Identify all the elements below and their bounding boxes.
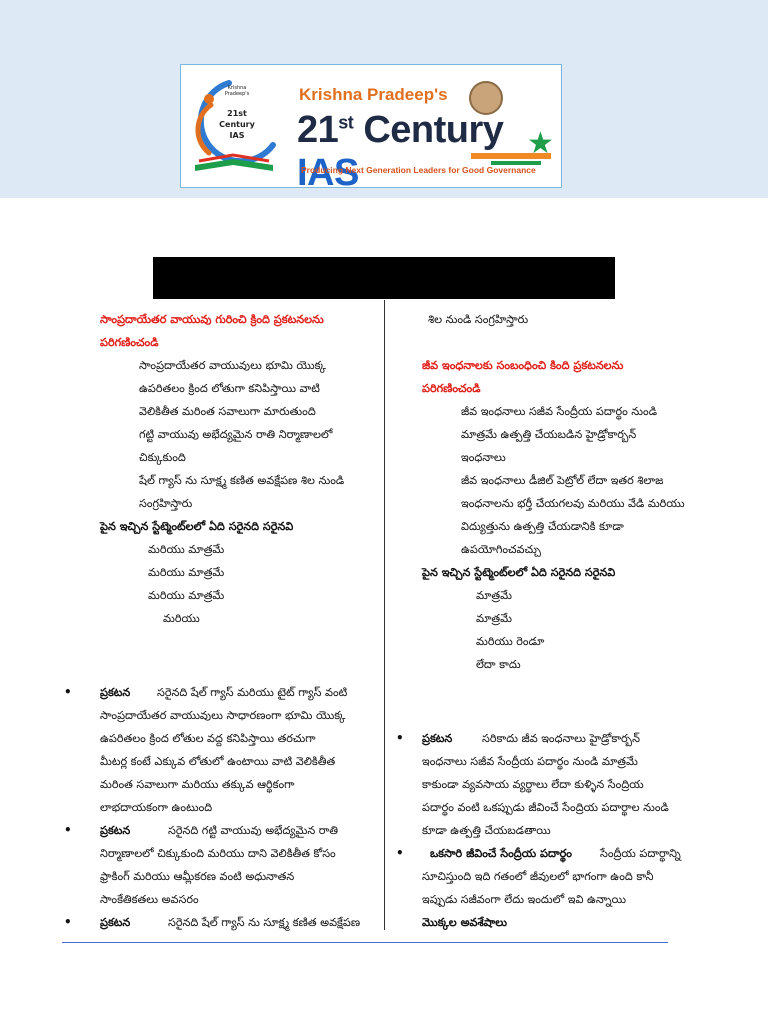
question-1-line2: పరిగణించండి: [100, 336, 159, 349]
bullet-icon: •: [396, 846, 404, 860]
explanation-3-line1: సరైనది షేల్ గ్యాస్ ను సూక్ష్మ కణిత అవక్షేపణ: [168, 916, 361, 929]
bullet-icon: •: [64, 915, 72, 929]
r-explanation-1-line2: ఇంధనాలు సజీవ సేంద్రీయ పదార్థం నుండి మాత్రమే: [422, 755, 638, 768]
r-statement-2-line2: ఇంధనాలను భర్తీ చేయగలవు మరియు వేడి మరియు: [461, 497, 685, 510]
r-statement-1-line1: జీవ ఇంధనాలు సజీవ సేంద్రీయ పదార్థం నుండి: [461, 405, 657, 418]
emblem-line3: 21st: [227, 109, 247, 118]
explanation-1-line6: లాభదాయకంగా ఉంటుంది: [100, 801, 213, 814]
explanation-1-label: ప్రకటన: [100, 686, 131, 699]
explanation-1-line5: మరింత సవాలుగా మరియు తక్కువ ఆర్థికంగా: [100, 778, 295, 791]
explanation-1-line1: సరైనది షేల్ గ్యాస్ మరియు టైట్ గ్యాస్ వంటి: [157, 686, 348, 699]
r-statement-2-line3: విద్యుత్తును ఉత్పత్తి చేయడానికి కూడా: [461, 520, 624, 533]
question-1-line1: సాంప్రదాయేతర వాయువు గురించి క్రింది ప్రకటనలను: [100, 313, 324, 326]
option-d: మరియు: [163, 612, 200, 625]
r-option-b: మాత్రమే: [476, 612, 512, 625]
statement-1-line2: ఉపరితలం క్రింద లోతుగా కనిపిస్తాయి వాటి: [139, 382, 320, 395]
r-explanation-1-line1: సరికాదు జీవ ఇంధనాలు హైడ్రోకార్బన్: [482, 732, 640, 745]
explanation-1-line4: మీటర్ల కంటే ఎక్కువ లోతులో ఉంటాయి వాటి వెలికితీత: [100, 755, 336, 768]
brand-name: Krishna Pradeep's: [299, 85, 448, 104]
r-statement-2-line1: జీవ ఇంధనాలు డీజిల్ పెట్రోల్ లేదా ఇతర శిలాజ: [461, 474, 664, 487]
explanation-2-line2: నిర్మాణాలలో చిక్కుకుంది మరియు దాని వెలికితీత కోసం: [100, 847, 336, 860]
brand-tagline: Producing Next Generation Leaders for Good Governance: [301, 165, 536, 175]
explanation-1-line3: ఉపరితలం క్రింద లోతుల వద్ద కనిపిస్తాయి తరచుగా: [100, 732, 316, 745]
statement-3-line2: సంగ్రహిస్తారు: [139, 497, 193, 510]
bullet-icon: •: [64, 823, 72, 837]
explanation-1-line2: సాంప్రదాయేతర వాయువులు సాధారణంగా భూమి యొక్క: [100, 709, 346, 722]
continued-line: శిల నుండి సంగ్రహిస్తారు: [428, 313, 529, 326]
bullet-icon: •: [396, 731, 404, 745]
r-explanation-1-line4: పదార్థం వంటి ఒకప్పుడు జీవించే సేంద్రియ పదార్థాల నుండి: [422, 801, 669, 814]
r-option-c: మరియు రెండూ: [476, 635, 545, 648]
statement-1-line1: సాంప్రదాయేతర వాయువులు భూమి యొక్క: [139, 359, 326, 372]
r-statement-2-line4: ఉపయోగించవచ్చు: [461, 543, 541, 556]
r-explanation-1-label: ప్రకటన: [422, 732, 453, 745]
r-statement-1-line3: ఇంధనాలు: [461, 451, 506, 464]
emblem-line1: Krishna: [227, 85, 247, 91]
r-explanation-2-line3: ఇప్పుడు సజీవంగా లేదు ఇందులో ఇవి ఉన్నాయి: [422, 893, 626, 906]
statement-3-line1: షేల్ గ్యాస్ ను సూక్ష్మ కణిత అవక్షేపణ శిల నుండి: [139, 474, 345, 487]
r-statement-1-line2: మాత్రమే ఉత్పత్తి చేయబడిన హైడ్రోకార్బన్: [461, 428, 637, 441]
title-banner: [153, 257, 615, 299]
statement-2-line1: గట్టి వాయువు అభేద్యమైన రాతి నిర్మాణాలలో: [139, 428, 333, 441]
which-correct: పైన ఇచ్చిన స్టేట్మెంట్‌లలో ఏది సరైనది సరైనవి: [100, 520, 294, 533]
statement-2-line2: చిక్కుకుంది: [139, 451, 186, 464]
r-option-a: మాత్రమే: [476, 589, 512, 602]
brand-title: 21st Century IAS: [297, 109, 504, 188]
explanation-3-label: ప్రకటన: [100, 916, 131, 929]
option-b: మరియు మాత్రమే: [148, 566, 225, 579]
r-which-correct: పైన ఇచ్చిన స్టేట్మెంట్‌లలో ఏది సరైనది సరైనవి: [422, 566, 616, 579]
option-a: మరియు మాత్రమే: [148, 543, 225, 556]
question-2-line2: పరిగణించండి: [422, 382, 481, 395]
emblem-line4: Century: [219, 120, 255, 129]
r-explanation-1-line5: కూడా ఉత్పత్తి చేయబడతాయి: [422, 824, 551, 837]
r-explanation-2-label: ఒకసారి జీవించే సేంద్రీయ పదార్థం: [430, 847, 572, 860]
logo: [180, 64, 562, 188]
footer-rule: [62, 942, 668, 943]
option-c: మరియు మాత్రమే: [148, 589, 225, 602]
question-2-line1: జీవ ఇంధనాలకు సంబంధించి కింది ప్రకటనలను: [422, 359, 624, 372]
r-option-d: లేదా కాదు: [476, 658, 521, 671]
star-icon: ★: [527, 126, 554, 161]
statement-1-line3: వెలికితీత మరింత సవాలుగా మారుతుంది: [139, 405, 316, 418]
explanation-2-label: ప్రకటన: [100, 824, 131, 837]
bullet-icon: •: [64, 685, 72, 699]
r-explanation-2-line1: సేంద్రీయ పదార్థాన్ని: [600, 847, 681, 860]
column-divider: [384, 300, 385, 930]
r-explanation-2-line4: మొక్కల అవశేషాలు: [422, 916, 508, 929]
emblem-line2: Pradeep's: [224, 91, 250, 97]
explanation-2-line1: సరైనది గట్టి వాయువు అభేద్యమైన రాతి: [168, 824, 338, 837]
explanation-2-line4: సాంకేతికతలు అవసరం: [100, 893, 199, 906]
emblem-line5: IAS: [229, 131, 245, 140]
r-explanation-1-line3: కాకుండా వ్యవసాయ వ్యర్థాలు లేదా కుళ్ళిన సేంద్రియ: [422, 778, 644, 791]
r-explanation-2-line2: సూచిస్తుంది ఇది గతంలో జీవులలో భాగంగా ఉంది కానీ: [422, 870, 654, 883]
explanation-2-line3: ఫ్రాకింగ్ మరియు ఆమ్లీకరణ వంటి అధునాతన: [100, 870, 295, 883]
